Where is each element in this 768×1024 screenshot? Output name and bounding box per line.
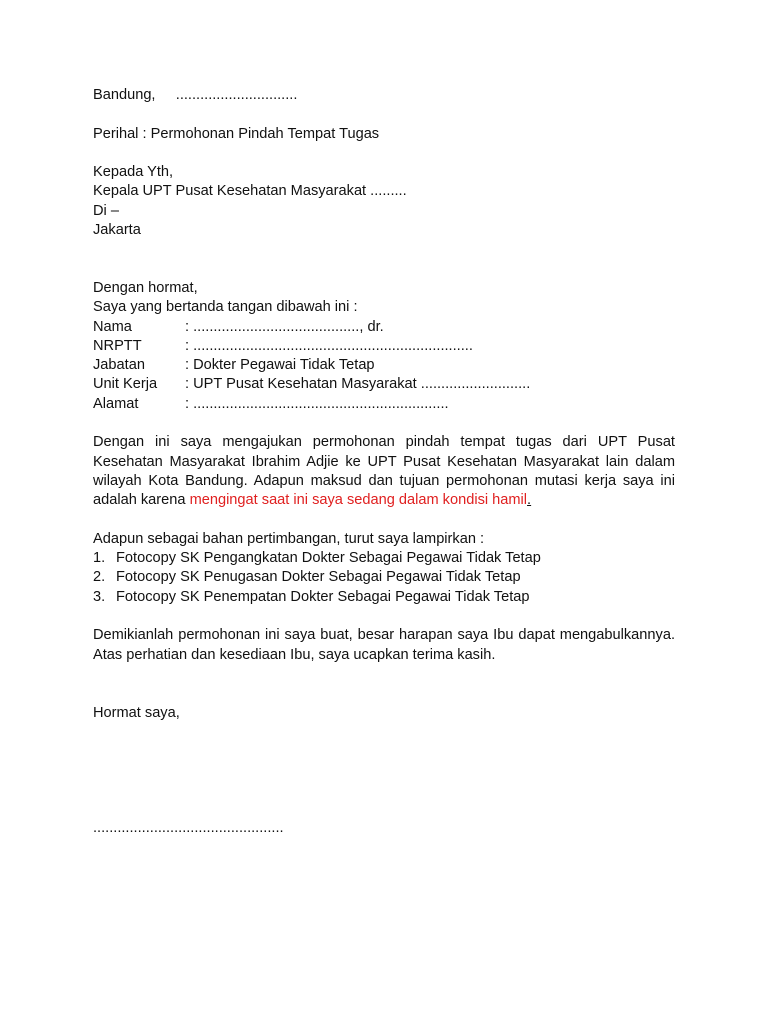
- attachments-intro: Adapun sebagai bahan pertimbangan, turut saya lampirkan :: [93, 530, 485, 547]
- request-end: .: [527, 492, 532, 509]
- subject-line: Perihal : Permohonan Pindah Tempat Tugas: [93, 125, 380, 142]
- intro-line: Saya yang bertanda tangan dibawah ini :: [93, 299, 358, 316]
- signature-salutation: Hormat saya,: [93, 704, 180, 721]
- recipient-block: [93, 163, 675, 240]
- list-number: 3.: [93, 588, 106, 605]
- list-number: 1.: [93, 550, 106, 567]
- identity-value: : UPT Pusat Kesehatan Masyarakat ...........................: [185, 376, 531, 393]
- request-paragraph: [93, 433, 675, 510]
- letter-page: [93, 86, 675, 838]
- list-item: [93, 588, 675, 607]
- identity-row: [93, 395, 675, 414]
- identity-label: Unit Kerja: [93, 376, 158, 393]
- identity-label: Jabatan: [93, 357, 145, 374]
- recipient-line: Kepada Yth,: [93, 164, 174, 181]
- identity-value: : .....................................................................: [185, 337, 473, 354]
- request-text: Dengan ini saya mengajukan permohonan pindah tempat tugas dari UPT Pusat Kesehatan Masyarakat Ibrahim Adjie ke UPT Pusat Kesehatan Masyarakat lain dalam wilayah Kota Bandung. Adapun maksud dan tujuan permohonan mutasi kerja saya ini adalah karena: [93, 434, 675, 509]
- recipient-line: Kepala UPT Pusat Kesehatan Masyarakat .........: [93, 183, 407, 200]
- recipient-line: Di –: [93, 202, 119, 219]
- identity-row: [93, 356, 675, 375]
- identity-row: [93, 337, 675, 356]
- identity-value: : ........................................., dr.: [185, 318, 384, 335]
- recipient-line: Jakarta: [93, 222, 141, 239]
- identity-label: NRPTT: [93, 337, 142, 354]
- list-item: [93, 549, 675, 568]
- identity-row: [93, 318, 675, 337]
- list-number: 2.: [93, 569, 106, 586]
- identity-row: [93, 375, 675, 394]
- list-text: Fotocopy SK Penugasan Dokter Sebagai Pegawai Tidak Tetap: [116, 569, 521, 586]
- list-item: [93, 568, 675, 587]
- identity-label: Nama: [93, 318, 132, 335]
- list-text: Fotocopy SK Penempatan Dokter Sebagai Pegawai Tidak Tetap: [116, 588, 530, 605]
- reason-highlight: mengingat saat ini saya sedang dalam kondisi hamil: [189, 492, 528, 509]
- list-text: Fotocopy SK Pengangkatan Dokter Sebagai Pegawai Tidak Tetap: [116, 550, 541, 567]
- identity-value: : ...............................................................: [185, 395, 449, 412]
- identity-label: Alamat: [93, 395, 139, 412]
- attachments-list: [93, 549, 675, 607]
- closing-paragraph: Demikianlah permohonan ini saya buat, besar harapan saya Ibu dapat mengabulkannya. Atas perhatian dan kesediaan Ibu, saya ucapkan terima kasih.: [93, 627, 675, 663]
- greeting: Dengan hormat,: [93, 279, 198, 296]
- place-date: Bandung, ..............................: [93, 87, 298, 103]
- signature-line: ...............................................: [93, 819, 284, 836]
- identity-value: : Dokter Pegawai Tidak Tetap: [185, 357, 375, 374]
- identity-table: [93, 318, 675, 414]
